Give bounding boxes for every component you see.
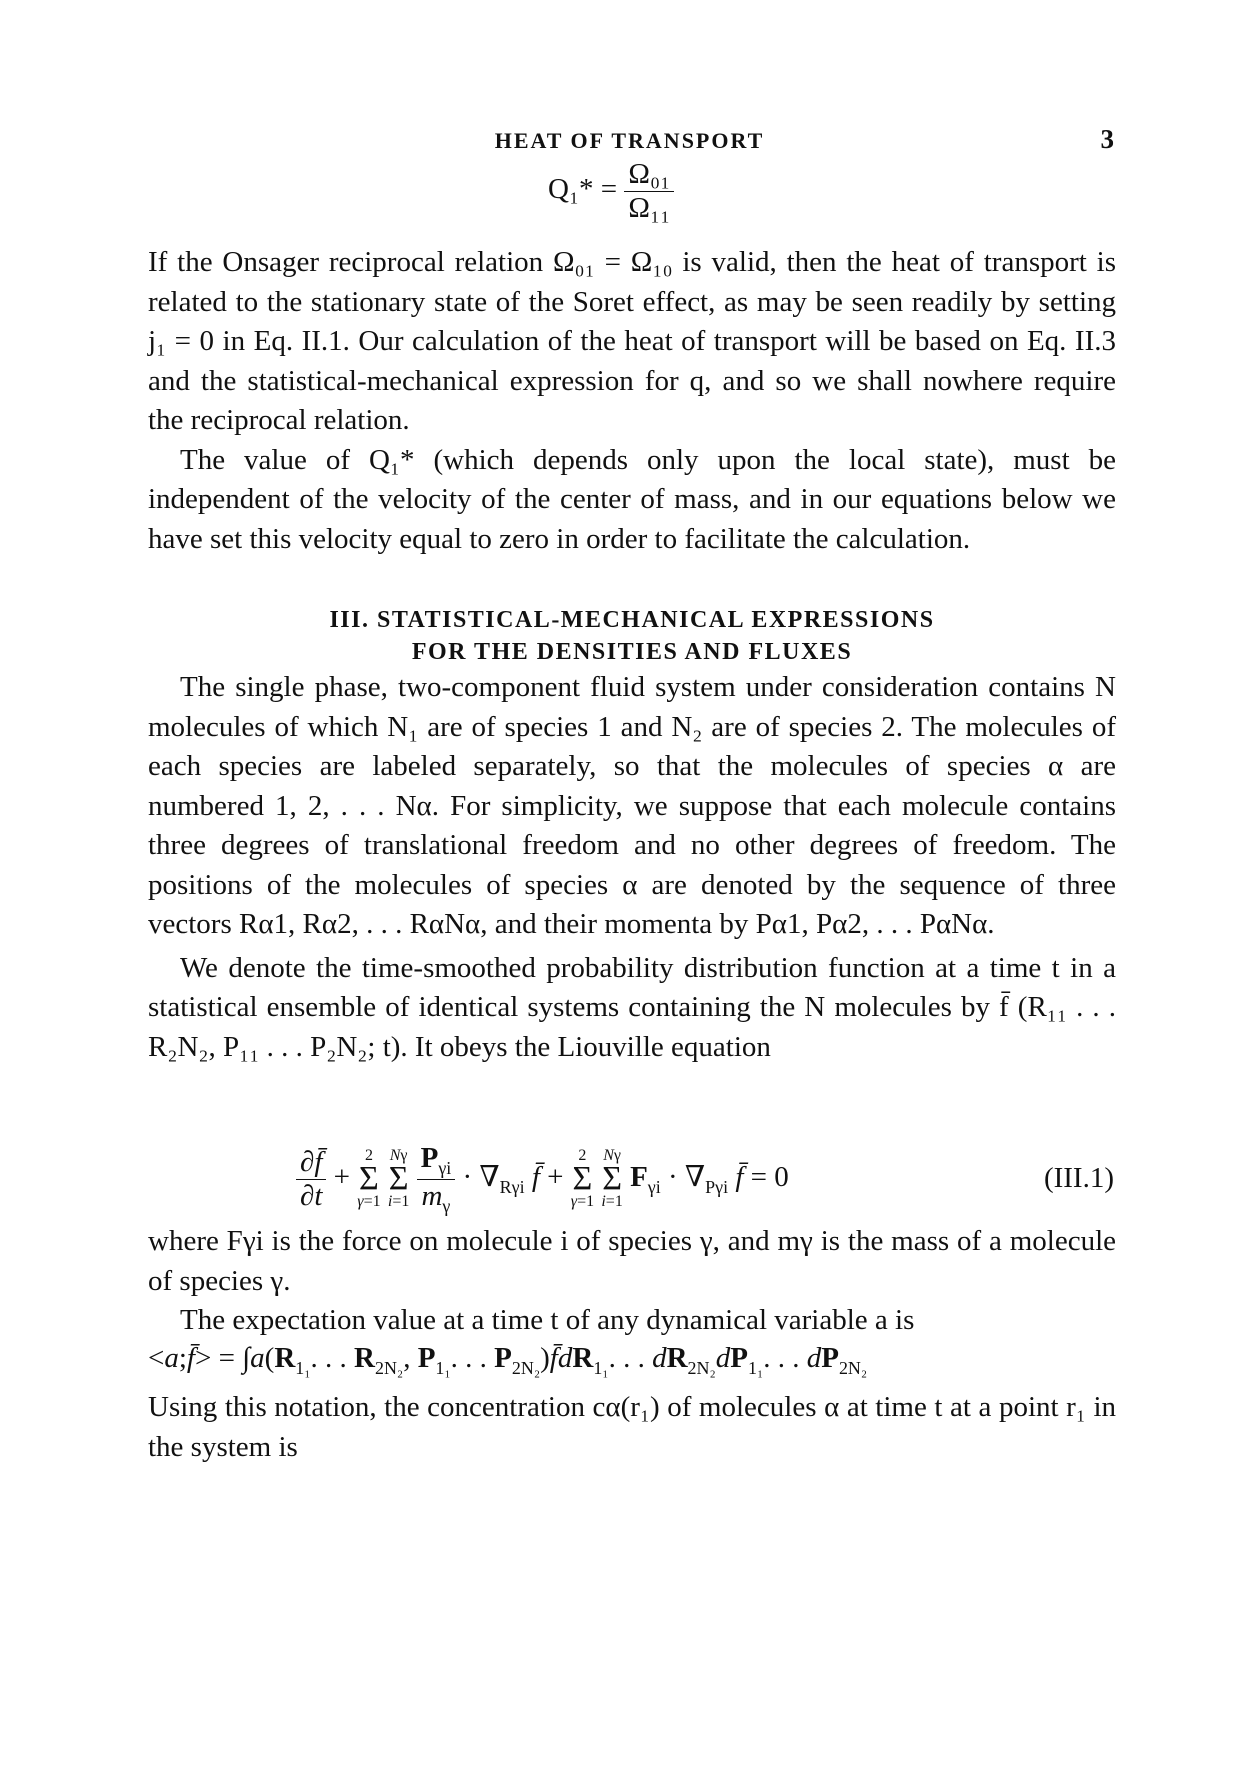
sum-symbol: 2 Σ γ=1 — [357, 1147, 381, 1211]
paragraph-q1-value: The value of Q₁* (which depends only upon the local state), must be independent of the velocity of the center of mass, and in our equations below we have set this velocity equal to zero in order to facilitate the calculation. — [148, 443, 1116, 555]
momentum-over-mass: $\frac{P_{\gamma i}}{m_\gamma}$ — [417, 1142, 456, 1217]
paragraph-expectation: The expectation value at a time t of any dynamical variable a is — [180, 1304, 915, 1336]
paragraph-system: The single phase, two-component fluid system under consideration contains N molecules of which N₁ are of species 1 and N₂ are of species 2. The molecules of each species are labeled separately, so that the molecules of species α are numbered 1, 2, . . . Nα. For simplicity, we suppose that each molecule contains three degrees of translational freedom and no other degrees of freedom. The positions of the molecules of species α are denoted by the sequence of three vectors Rα1, Rα2, . . . RαNα, and their momenta by Pα1, Pα2, . . . PαNα. — [148, 671, 1116, 940]
equation-number: (III.1) — [1043, 1162, 1114, 1194]
text-block-3 — [148, 1222, 1116, 1341]
paragraph-concentration: Using this notation, the concentration cα(r₁) of molecules α at time t at a point r₁ in the system is — [148, 1391, 1116, 1463]
text-block-1 — [148, 243, 1116, 559]
section-heading-line-2: FOR THE DENSITIES AND FLUXES — [411, 639, 853, 665]
heat-of-transport-equation — [548, 158, 674, 225]
running-title: HEAT OF TRANSPORT — [494, 128, 765, 153]
expectation-equation: <a;f̄> = $\int a(R_{1_1}$. . . $R_{2N_2}$, $P_{1_1}$. . . $P_{2N_2})f̄dR_{1_1}$. . . $dR_{2N_2}dP_{1_1}$. . . $dP_{2N_2}$ — [148, 1342, 868, 1378]
fraction-numerator: Ω₀₁ — [628, 158, 671, 190]
paragraph-force: where Fγi is the force on molecule i of species γ, and mγ is the mass of a molecule of species γ. — [148, 1225, 1116, 1297]
page-number: 3 — [1100, 124, 1114, 154]
liouville-equation: $\frac{\partial f̄}{\partial t}$ + 2 Σ γ=1 Nγ Σ i=1 $\frac{P_{\gamma i}}{m_\gamma}$ · $\nabla_{R\gamma i}$ f̄ + 2 Σ γ=1 Nγ Σ i=1 $F_{\gamma i} \cdot \nabla_{P\gamma i}$ f̄ = 0 — [296, 1142, 789, 1217]
text-block-2 — [148, 668, 1116, 1067]
paragraph-distribution: We denote the time-smoothed probability distribution function at a time t in a statistical ensemble of identical systems containing the N molecules by f̄ (R₁₁ . . . R₂N₂, P₁₁ . . . P₂N₂; t). It obeys the Liouville equation — [148, 951, 1116, 1063]
equation-lhs: Q₁* = — [548, 173, 618, 206]
sum-symbol: 2 Σ γ=1 — [570, 1147, 595, 1211]
partial-derivative: $\frac{\partial f̄}{\partial t}$ — [296, 1146, 326, 1213]
text-block-4 — [148, 1388, 1116, 1467]
sum-symbol: Nγ Σ i=1 — [387, 1147, 410, 1211]
equation-fraction — [624, 158, 674, 225]
section-heading-line-1: III. STATISTICAL-MECHANICAL EXPRESSIONS — [329, 607, 935, 633]
fraction-denominator: Ω₁₁ — [624, 191, 674, 225]
sum-symbol: Nγ Σ i=1 — [601, 1147, 623, 1211]
paragraph-onsager: If the Onsager reciprocal relation Ω₀₁ = Ω₁₀ is valid, then the heat of transport is related to the stationary state of the Soret effect, as may be seen readily by setting j₁ = 0 in Eq. II.1. Our calculation of the heat of transport will be based on Eq. II.3 and the statistical-mechanical expression for q, and so we shall nowhere require the reciprocal relation. — [148, 246, 1116, 436]
section-heading — [148, 604, 1116, 668]
